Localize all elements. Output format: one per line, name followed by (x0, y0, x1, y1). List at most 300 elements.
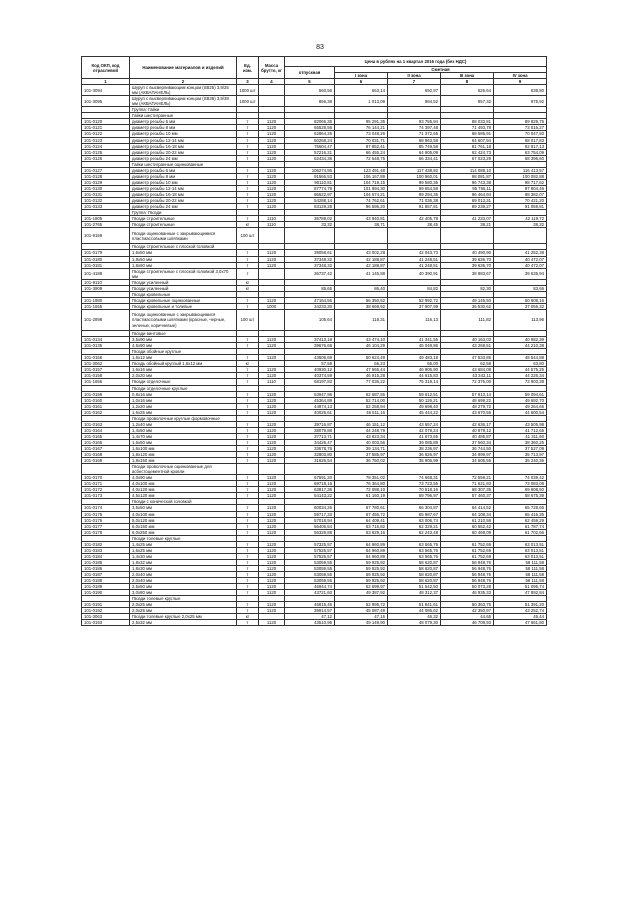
cell-price-zone-2: 93 755,94 (388, 119, 441, 125)
cell-unit: т (237, 173, 259, 179)
cell-price-otpusk: 40374,59 (285, 373, 335, 379)
cell-price-zone-3: 57 460,37 (441, 493, 494, 499)
table-row (82, 256, 547, 262)
cell-name: 1,6х12 мм (130, 355, 237, 361)
cell-name: 1,0х16 мм (130, 397, 237, 403)
cell-price-otpusk: 57525,57 (285, 547, 335, 553)
cell-name: 2,0х20 мм (130, 373, 237, 379)
cell-price-zone-2: 49 698,40 (388, 403, 441, 409)
cell-code: 101-0120 (82, 119, 130, 125)
cell-name: Гвозди кровельные (130, 291, 237, 297)
cell-name: 1,4х30 мм (130, 553, 237, 559)
cell-weight: 1120 (259, 191, 285, 197)
cell-price-zone-1: 49 149,90 (335, 620, 388, 626)
cell-unit: т (237, 204, 259, 210)
cell-name: Группа: Гвозди (130, 210, 237, 216)
cell-unit: т (237, 131, 259, 137)
cell-weight: 1120 (259, 119, 285, 125)
cell-unit: т (237, 608, 259, 614)
cell-price-zone-1: 118,31 (335, 309, 388, 330)
column-index: 8 (441, 79, 494, 85)
cell-weight: 1120 (259, 367, 285, 373)
table-body (82, 85, 547, 626)
cell-price-zone-3: 39 636,70 (441, 256, 494, 262)
cell-price-zone-3: 50 363,75 (441, 602, 494, 608)
cell-price-otpusk: 43721,60 (285, 590, 335, 596)
cell-price-zone-1: 101 994,30 (335, 185, 388, 191)
cell-weight: 1120 (259, 137, 285, 143)
cell-price-zone-3: 62,58 (441, 361, 494, 367)
cell-weight: 1120 (259, 373, 285, 379)
cell-weight: 1120 (259, 391, 285, 397)
column-index: 2 (130, 79, 237, 85)
cell-price-zone-4: 63 013,51 (494, 547, 547, 553)
cell-name: Гвозди толевые круглые (130, 596, 237, 602)
table-row (82, 125, 547, 131)
cell-unit: т (237, 517, 259, 523)
table-row (82, 367, 547, 373)
cell-weight: 1120 (259, 517, 285, 523)
cell-price-otpusk: 39058,61 (285, 250, 335, 256)
cell-price-otpusk: 57,59 (285, 361, 335, 367)
cell-price-zone-1: 67 456,72 (335, 511, 388, 517)
cell-price-zone-2: 71 036,38 (388, 197, 441, 203)
table-row (82, 446, 547, 452)
table-row (82, 475, 547, 481)
table-row (82, 204, 547, 210)
cell-price-zone-4: 62 459,29 (494, 517, 547, 523)
cell-price-otpusk: 33,32 (285, 222, 335, 228)
table-row (82, 541, 547, 547)
cell-price-zone-3: 42 636,17 (441, 421, 494, 427)
cell-name: 1,4х25 мм (130, 541, 237, 547)
header-zone-2: II зона (388, 73, 441, 79)
table-row (82, 571, 547, 577)
cell-code: 101-1655 (82, 303, 130, 309)
cell-price-zone-1: 86,40 (335, 285, 388, 291)
cell-unit: кг (237, 222, 259, 228)
cell-name: 4,0х100 мм (130, 481, 237, 487)
table-row (82, 529, 547, 535)
cell-price-zone-2: 42 078,24 (388, 427, 441, 433)
cell-price-zone-1: 78 351,02 (335, 475, 388, 481)
cell-price-otpusk: 62434,36 (285, 155, 335, 161)
cell-price-zone-2 (388, 464, 441, 475)
table-row (82, 297, 547, 303)
cell-price-zone-4: 98 382,07 (494, 191, 547, 197)
cell-unit: т (237, 155, 259, 161)
cell-price-zone-2: 70 518,16 (388, 487, 441, 493)
cell-code: 101-0164 (82, 427, 130, 433)
cell-name: 1,4х50 мм (130, 427, 237, 433)
cell-price-zone-2: 58 620,87 (388, 565, 441, 571)
cell-weight: 1120 (259, 608, 285, 614)
cell-price-zone-4: 61 787,74 (494, 523, 547, 529)
cell-weight: 1120 (259, 421, 285, 427)
cell-unit: т (237, 559, 259, 565)
cell-weight: 1120 (259, 204, 285, 210)
cell-weight: 1120 (259, 565, 285, 571)
cell-price-otpusk (285, 228, 335, 244)
cell-price-zone-3: 44,65 (441, 614, 494, 620)
table-row (82, 250, 547, 256)
table-row (82, 517, 547, 523)
cell-weight: 1120 (259, 547, 285, 553)
cell-unit: кг (237, 361, 259, 367)
cell-price-zone-4: 58 111,58 (494, 565, 547, 571)
table-row (82, 511, 547, 517)
cell-price-zone-2: 50 126,21 (388, 397, 441, 403)
cell-name: 1,6х50 мм (130, 439, 237, 445)
cell-price-otpusk: 56328,88 (285, 529, 335, 535)
cell-unit: т (237, 303, 259, 309)
cell-name: диаметр резьбы 10 мм (130, 131, 237, 137)
cell-code: 101-0132 (82, 197, 130, 203)
cell-code: 101-0156 (82, 355, 130, 361)
cell-name: Гвозди строительные (130, 222, 237, 228)
cell-price-otpusk: 54288,14 (285, 197, 335, 203)
cell-price-zone-1 (335, 464, 388, 475)
cell-code: 101-0193 (82, 620, 130, 626)
column-index: 1 (82, 79, 130, 85)
cell-price-otpusk: 60268,24 (285, 137, 335, 143)
cell-name: 4,0х100 мм (130, 511, 237, 517)
cell-price-otpusk: 46815,46 (285, 602, 335, 608)
cell-code: 101-0131 (82, 191, 130, 197)
cell-code: 101-0174 (82, 505, 130, 511)
cell-price-zone-3: 64 607,94 (441, 137, 494, 143)
cell-code: 101-0160 (82, 397, 130, 403)
cell-code: 101-9110 (82, 279, 130, 285)
cell-price-zone-2: 48 079,30 (388, 620, 441, 626)
cell-price-zone-1: 43 823,34 (335, 433, 388, 439)
cell-code: 101-0188 (82, 578, 130, 584)
cell-price-zone-4: 43 252,74 (494, 608, 547, 614)
cell-unit: т (237, 297, 259, 303)
table-row (82, 303, 547, 309)
cell-price-otpusk: 82066,35 (285, 119, 335, 125)
cell-price-zone-4: 35 713,97 (494, 452, 547, 458)
header-price-title: Цена в рублях на 1 квартал 2016 года (без НДС) (285, 57, 547, 67)
cell-unit: т (237, 584, 259, 590)
cell-price-zone-4: 68 017,83 (494, 137, 547, 143)
cell-price-zone-3: 957,32 (441, 96, 494, 107)
cell-price-zone-2: 63 565,76 (388, 547, 441, 553)
cell-price-zone-3: 71 621,93 (441, 481, 494, 487)
column-index: 7 (388, 79, 441, 85)
cell-name: Гвозди строительные с плоской головкой 3,0х70 мм (130, 268, 237, 279)
cell-price-zone-3: 72 559,21 (441, 475, 494, 481)
cell-price-otpusk: 53059,55 (285, 578, 335, 584)
cell-price-zone-3: 40 879,12 (441, 427, 494, 433)
cell-weight: 1120 (259, 155, 285, 161)
table-row (82, 590, 547, 596)
cell-price-zone-4: 63 013,51 (494, 541, 547, 547)
cell-name: 1,8х60 мм (130, 262, 237, 268)
cell-price-zone-1: 74 762,61 (335, 197, 388, 203)
cell-price-zone-2: 41 673,65 (388, 433, 441, 439)
cell-price-zone-4: 83,66 (494, 285, 547, 291)
cell-price-zone-4: 50 608,16 (494, 297, 547, 303)
cell-name: Гвозди кровельные оцинкованные (130, 297, 237, 303)
cell-weight: 1120 (259, 355, 285, 361)
cell-price-otpusk: 39716,87 (285, 421, 335, 427)
cell-name: 4,0х90 мм (130, 475, 237, 481)
cell-weight: 1120 (259, 397, 285, 403)
cell-price-zone-2: 63 006,74 (388, 517, 441, 523)
table-row (82, 155, 547, 161)
cell-unit: т (237, 446, 259, 452)
cell-price-zone-2: 37 907,99 (388, 303, 441, 309)
cell-price-zone-1: 46 915,28 (335, 373, 388, 379)
cell-price-otpusk: 45364,89 (285, 397, 335, 403)
cell-price-zone-3: 96 743,38 (441, 179, 494, 185)
cell-price-zone-2: 116,13 (388, 309, 441, 330)
table-row (82, 620, 547, 626)
cell-unit: т (237, 590, 259, 596)
table-row (82, 355, 547, 361)
cell-unit: т (237, 487, 259, 493)
cell-price-zone-4: 63,80 (494, 361, 547, 367)
cell-code: 101-0129 (82, 179, 130, 185)
cell-unit: т (237, 481, 259, 487)
cell-price-zone-4: 51 095,74 (494, 584, 547, 590)
cell-price-zone-4: 100 082,88 (494, 173, 547, 179)
cell-name: 1,8х50 мм (130, 256, 237, 262)
cell-name: Гвозди проволочные круглые формовочные (130, 415, 237, 421)
cell-price-zone-1: 37 585,97 (335, 452, 388, 458)
cell-price-zone-4: 45,44 (494, 614, 547, 620)
cell-name: 2,5х32 мм (130, 620, 237, 626)
cell-name: Шуруп с высверливающим концом (SB39) 3,9/39 мм (АКВАПАНЕЛЬ) (130, 96, 237, 107)
table-row (82, 427, 547, 433)
cell-code: 101-0124 (82, 143, 130, 149)
cell-unit: кг (237, 279, 259, 285)
cell-price-zone-4: 49 264,66 (494, 403, 547, 409)
table-row (82, 96, 547, 107)
cell-price-otpusk: 38079,88 (285, 427, 335, 433)
cell-weight: 1120 (259, 131, 285, 137)
cell-unit: т (237, 355, 259, 361)
cell-name: 1,2х40 мм (130, 421, 237, 427)
cell-code: 101-3909 (82, 285, 130, 291)
table-row (82, 547, 547, 553)
cell-weight: 1120 (259, 523, 285, 529)
cell-price-zone-3: 61 752,69 (441, 553, 494, 559)
cell-unit: т (237, 409, 259, 415)
cell-price-otpusk: 105,64 (285, 309, 335, 330)
cell-price-zone-1: 123 491,48 (335, 167, 388, 173)
cell-price-zone-3: 67 023,29 (441, 155, 494, 161)
cell-price-zone-3: 38,21 (441, 222, 494, 228)
cell-unit: т (237, 529, 259, 535)
cell-price-otpusk: 62864,25 (285, 131, 335, 137)
cell-price-zone-4: 69 908,50 (494, 487, 547, 493)
cell-price-zone-1: 64 409,41 (335, 517, 388, 523)
table-row (82, 309, 547, 330)
cell-weight (259, 85, 285, 96)
cell-price-otpusk: 67591,20 (285, 475, 335, 481)
cell-price-zone-1: 63 629,16 (335, 529, 388, 535)
cell-price-zone-1: 45 087,49 (335, 608, 388, 614)
cell-price-zone-4: 58 111,58 (494, 571, 547, 577)
cell-weight (259, 309, 285, 330)
cell-price-otpusk: 85,65 (285, 285, 335, 291)
table-row (82, 481, 547, 487)
cell-unit: т (237, 571, 259, 577)
cell-weight: 1120 (259, 578, 285, 584)
cell-price-zone-2: 51 841,61 (388, 602, 441, 608)
cell-unit: т (237, 421, 259, 427)
cell-price-zone-1: 38,71 (335, 222, 388, 228)
cell-name: диаметр резьбы 16-18 мм (130, 143, 237, 149)
cell-price-zone-1: 64 960,89 (335, 553, 388, 559)
cell-price-zone-2: 99 294,35 (388, 191, 441, 197)
cell-price-zone-1: 663,14 (335, 85, 388, 96)
cell-price-zone-3: 82,30 (441, 285, 494, 291)
cell-name: 5,0х120 мм (130, 517, 237, 523)
cell-price-zone-4: 37 055,32 (494, 303, 547, 309)
cell-weight: 1120 (259, 475, 285, 481)
cell-code: 101-0127 (82, 167, 130, 173)
cell-name: 2,0х25 мм (130, 602, 237, 608)
cell-code: 101-9159 (82, 228, 130, 244)
cell-price-zone-3: 38 883,67 (441, 268, 494, 279)
cell-unit: 1000 шт (237, 85, 259, 96)
cell-price-zone-2: 75 319,14 (388, 379, 441, 385)
cell-price-zone-1: 104 574,21 (335, 191, 388, 197)
cell-name: 0,8х16 мм (130, 391, 237, 397)
cell-price-zone-2: 66 304,87 (388, 505, 441, 511)
cell-price-zone-4: 47 661,80 (494, 620, 547, 626)
cell-price-zone-2: 100 960,01 (388, 173, 441, 179)
cell-price-zone-2: 85 749,58 (388, 143, 441, 149)
cell-price-zone-3: 39 636,70 (441, 262, 494, 268)
cell-price-otpusk: 47,12 (285, 614, 335, 620)
cell-code: 101-0180 (82, 256, 130, 262)
cell-price-otpusk: 34233,30 (285, 303, 335, 309)
cell-price-otpusk: 56406,54 (285, 523, 335, 529)
cell-price-zone-2: 43 657,24 (388, 421, 441, 427)
cell-price-zone-3: 71 493,78 (441, 125, 494, 131)
cell-price-zone-4: 975,92 (494, 96, 547, 107)
header-zone-1: I зона (335, 73, 388, 79)
cell-price-otpusk: 37348,32 (285, 256, 335, 262)
cell-unit: т (237, 367, 259, 373)
cell-price-zone-1: 76 364,80 (335, 481, 388, 487)
cell-price-zone-2: 39 085,89 (388, 439, 441, 445)
cell-code: 101-1805 (82, 216, 130, 222)
table-row (82, 185, 547, 191)
cell-code: 101-0176 (82, 517, 130, 523)
table-row (82, 584, 547, 590)
price-table (81, 56, 547, 626)
cell-price-zone-4: 44 226,34 (494, 373, 547, 379)
cell-price-zone-2: 58 620,87 (388, 559, 441, 565)
cell-price-otpusk: 44974,13 (285, 403, 335, 409)
cell-price-zone-3 (441, 228, 494, 244)
cell-price-zone-1: 42 188,87 (335, 256, 388, 262)
cell-price-otpusk: 90110,81 (285, 179, 335, 185)
table-row (82, 409, 547, 415)
cell-price-zone-3: 50 073,28 (441, 584, 494, 590)
cell-price-zone-4: 98 717,62 (494, 179, 547, 185)
cell-weight (259, 268, 285, 279)
cell-price-zone-1: 72 088,10 (335, 487, 388, 493)
cell-price-zone-3: 114 088,10 (441, 167, 494, 173)
cell-price-zone-2: 41 248,51 (388, 256, 441, 262)
cell-code: 101-0159 (82, 391, 130, 397)
cell-unit: 100 шт (237, 228, 259, 244)
cell-weight: 1120 (259, 143, 285, 149)
cell-price-zone-1: 46 511,16 (335, 409, 388, 415)
cell-name: 4,5х90 мм (130, 343, 237, 349)
cell-weight: 1120 (259, 262, 285, 268)
cell-price-otpusk: 40026,61 (285, 409, 335, 415)
cell-unit: т (237, 541, 259, 547)
cell-name: 1,6х16 мм (130, 367, 237, 373)
cell-unit (237, 464, 259, 475)
table-row (82, 373, 547, 379)
cell-price-zone-3: 46 935,33 (441, 590, 494, 596)
cell-name: 6,0х150 мм (130, 523, 237, 529)
cell-price-zone-1: 52 995,72 (335, 602, 388, 608)
cell-price-zone-3: 61 752,69 (441, 547, 494, 553)
cell-code: 101-0172 (82, 487, 130, 493)
cell-price-otpusk: 86622,97 (285, 191, 335, 197)
cell-weight: 1110 (259, 216, 285, 222)
cell-code: 101-3063 (82, 614, 130, 620)
cell-unit: т (237, 256, 259, 262)
cell-code: 101-3095 (82, 96, 130, 107)
cell-price-zone-4: 63 013,51 (494, 553, 547, 559)
cell-price-otpusk: 46944,74 (285, 584, 335, 590)
cell-code: 101-0171 (82, 481, 130, 487)
cell-price-zone-3: 62 424,73 (441, 149, 494, 155)
cell-price-zone-2: 46,32 (388, 614, 441, 620)
cell-weight: 1120 (259, 250, 285, 256)
cell-price-zone-4: 38,32 (494, 222, 547, 228)
cell-price-zone-2: 58 620,87 (388, 571, 441, 577)
cell-price-zone-3: 72 376,00 (441, 379, 494, 385)
cell-price-zone-3: 95 765,11 (441, 185, 494, 191)
cell-unit: т (237, 379, 259, 385)
cell-weight: 1120 (259, 493, 285, 499)
cell-price-zone-2: 63 565,76 (388, 553, 441, 559)
cell-price-zone-1: 73 048,26 (335, 131, 388, 137)
cell-price-zone-4: 42 119,72 (494, 216, 547, 222)
cell-name: диаметр резьбы 10 мм (130, 179, 237, 185)
cell-price-zone-1: 52 699,97 (335, 584, 388, 590)
cell-price-otpusk: 37413,18 (285, 337, 335, 343)
cell-code: 101-0161 (82, 403, 130, 409)
cell-price-otpusk: 57216,21 (285, 149, 335, 155)
cell-price-zone-3: 48 699,22 (441, 397, 494, 403)
column-index: 9 (494, 79, 547, 85)
table-row (82, 197, 547, 203)
cell-name: диаметр резьбы 20-22 мм (130, 197, 237, 203)
cell-price-zone-1: 59 925,92 (335, 578, 388, 584)
cell-unit: т (237, 373, 259, 379)
cell-price-zone-3: 43 342,11 (441, 373, 494, 379)
cell-name: Шуруп с высверливающим концом (SB25) 3,9/25 мм (АКВАПАНЕЛЬ) (130, 85, 237, 96)
cell-code: 101-0186 (82, 565, 130, 571)
cell-price-zone-2: 48 312,37 (388, 590, 441, 596)
cell-unit: т (237, 191, 259, 197)
cell-weight: 1120 (259, 452, 285, 458)
cell-price-otpusk: 106274,95 (285, 167, 335, 173)
cell-code: 101-0134 (82, 337, 130, 343)
